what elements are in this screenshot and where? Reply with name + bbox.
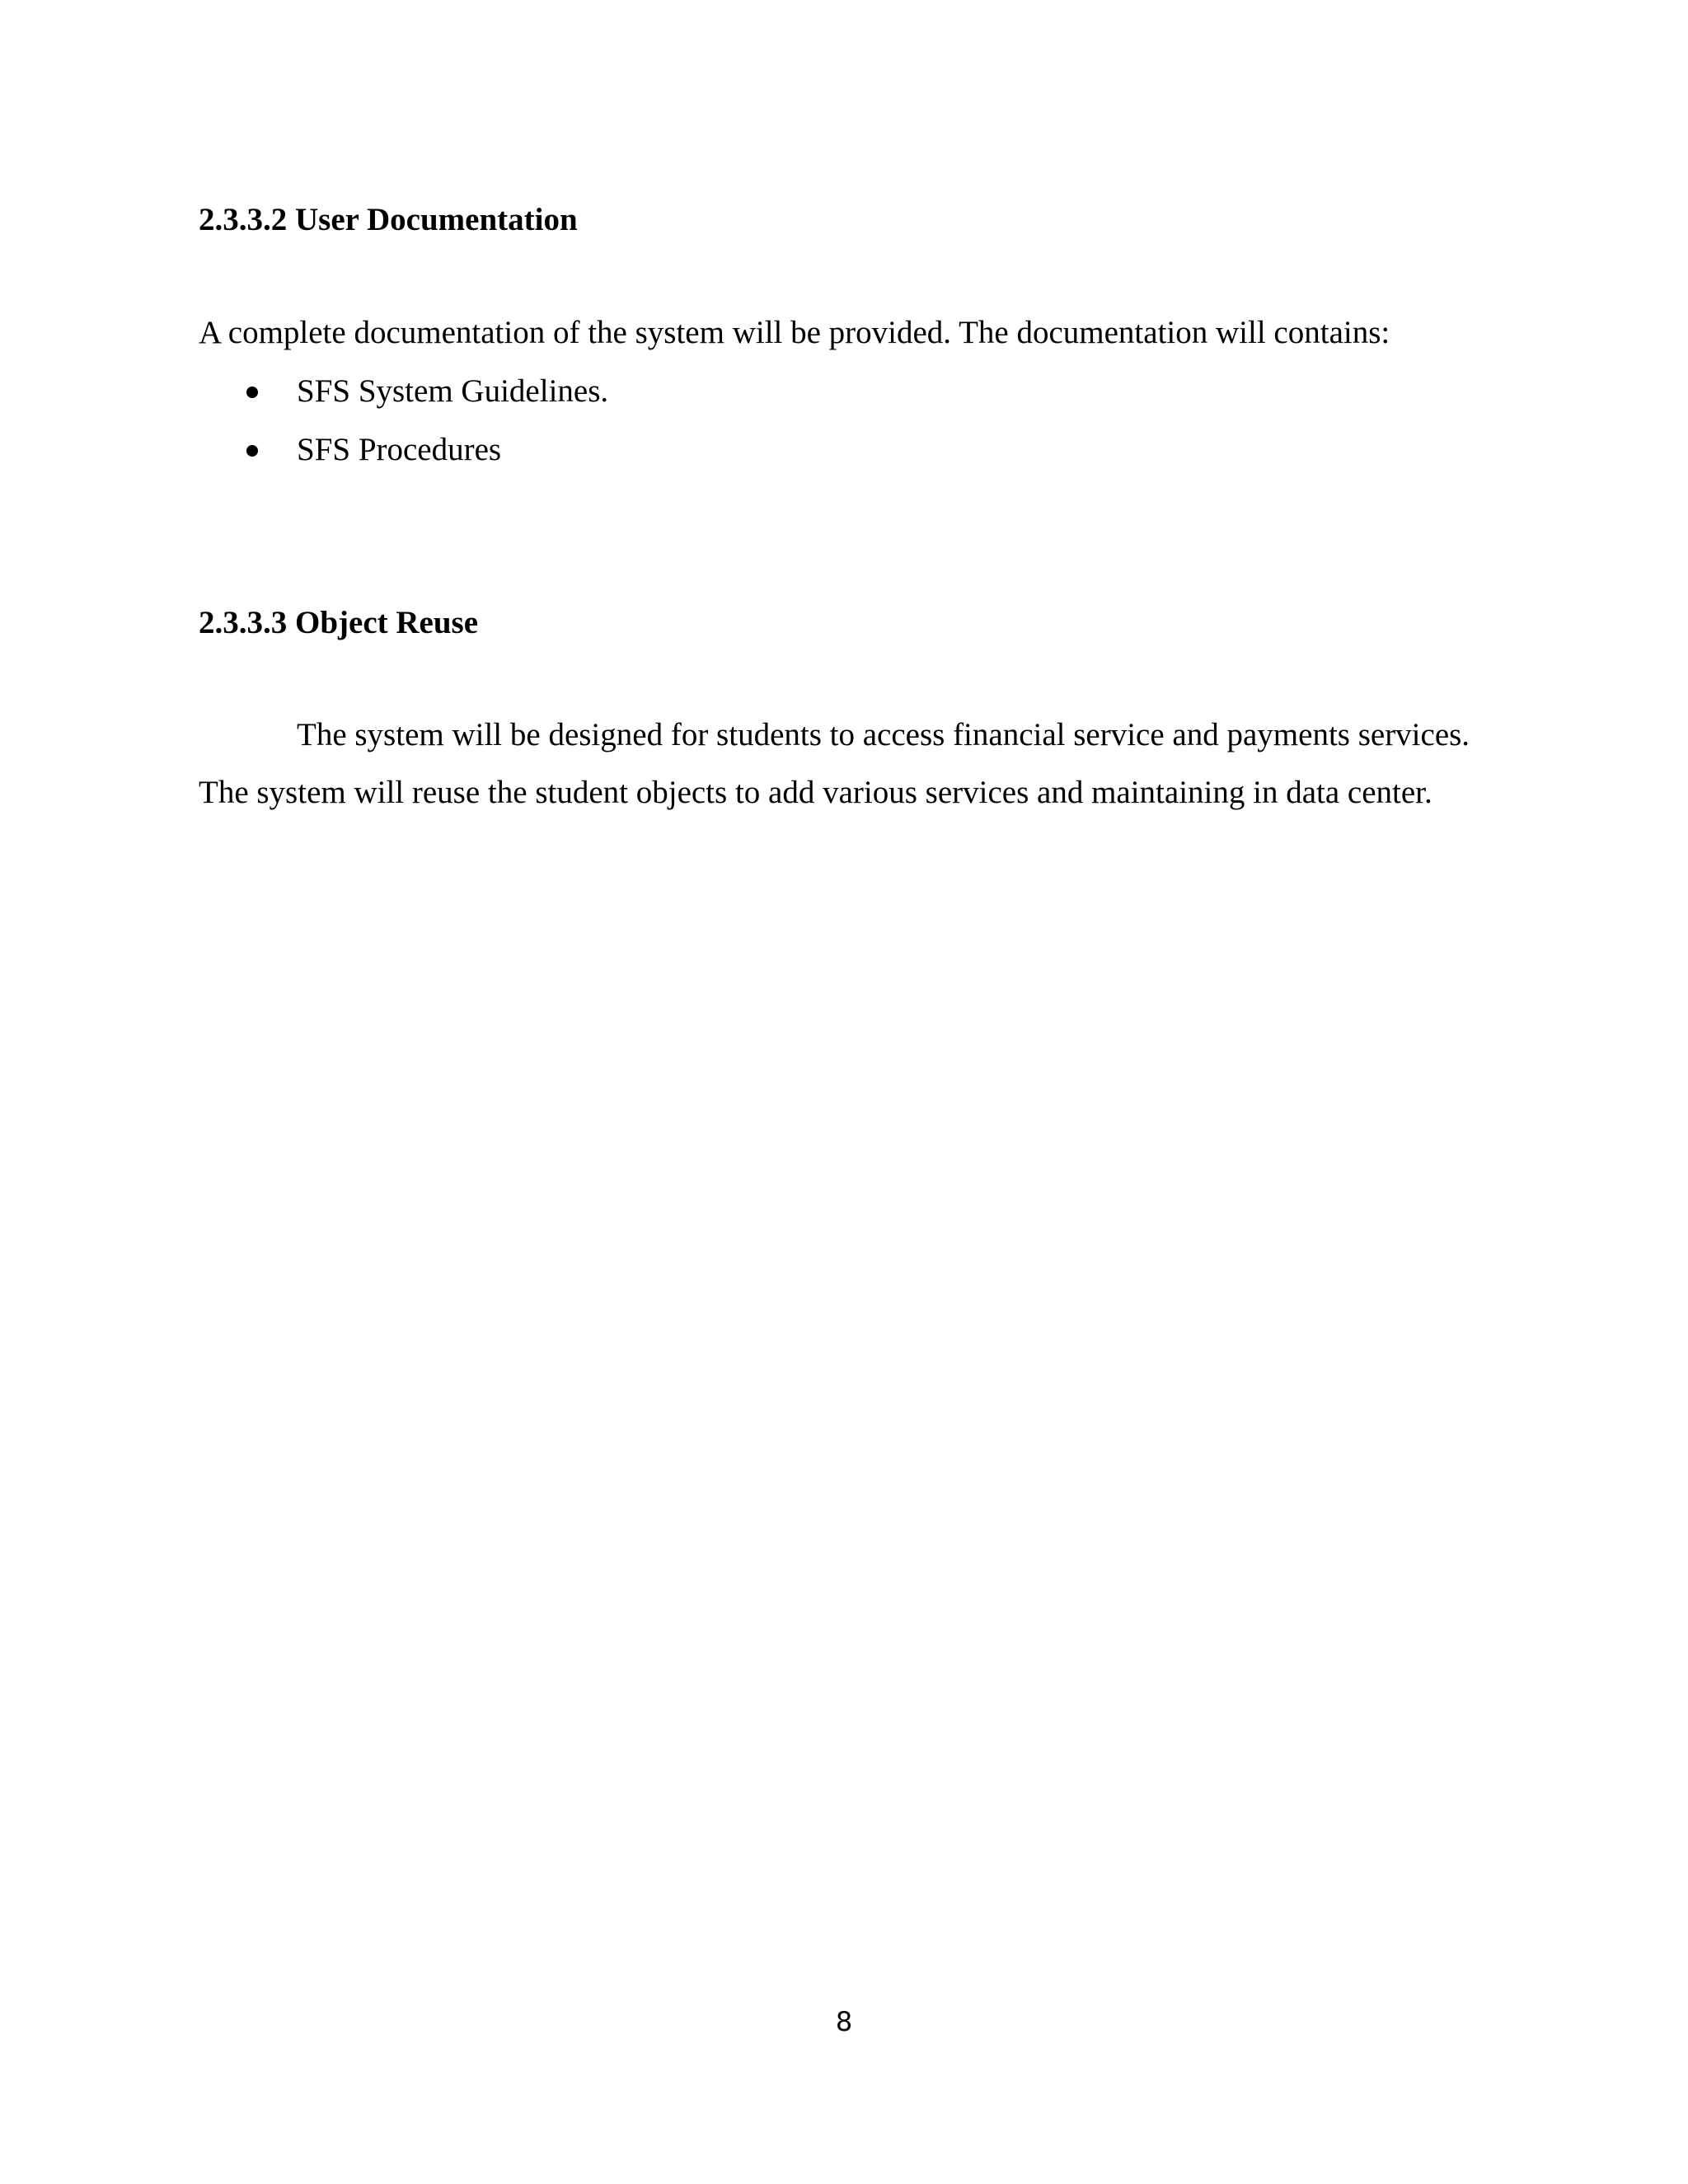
bullet-icon [246,387,258,398]
bullet-icon [246,445,258,457]
page-number: 8 [835,2006,853,2037]
object-reuse-paragraph-line: The system will reuse the student objects to add various services and maintaining in data center. [199,775,1432,810]
user-documentation-intro: A complete documentation of the system will be provided. The documentation will contains: [199,315,1390,350]
list-item [0,434,1566,471]
section-heading-user-documentation: 2.3.3.2 User Documentation [199,202,578,237]
section-heading-object-reuse: 2.3.3.3 Object Reuse [199,605,479,640]
list-item-text: SFS Procedures [297,432,502,467]
object-reuse-paragraph-line: The system will be designed for students to access financial service and payments services. [297,717,1470,752]
list-item [0,375,1566,412]
list-item-text: SFS System Guidelines. [297,373,609,409]
